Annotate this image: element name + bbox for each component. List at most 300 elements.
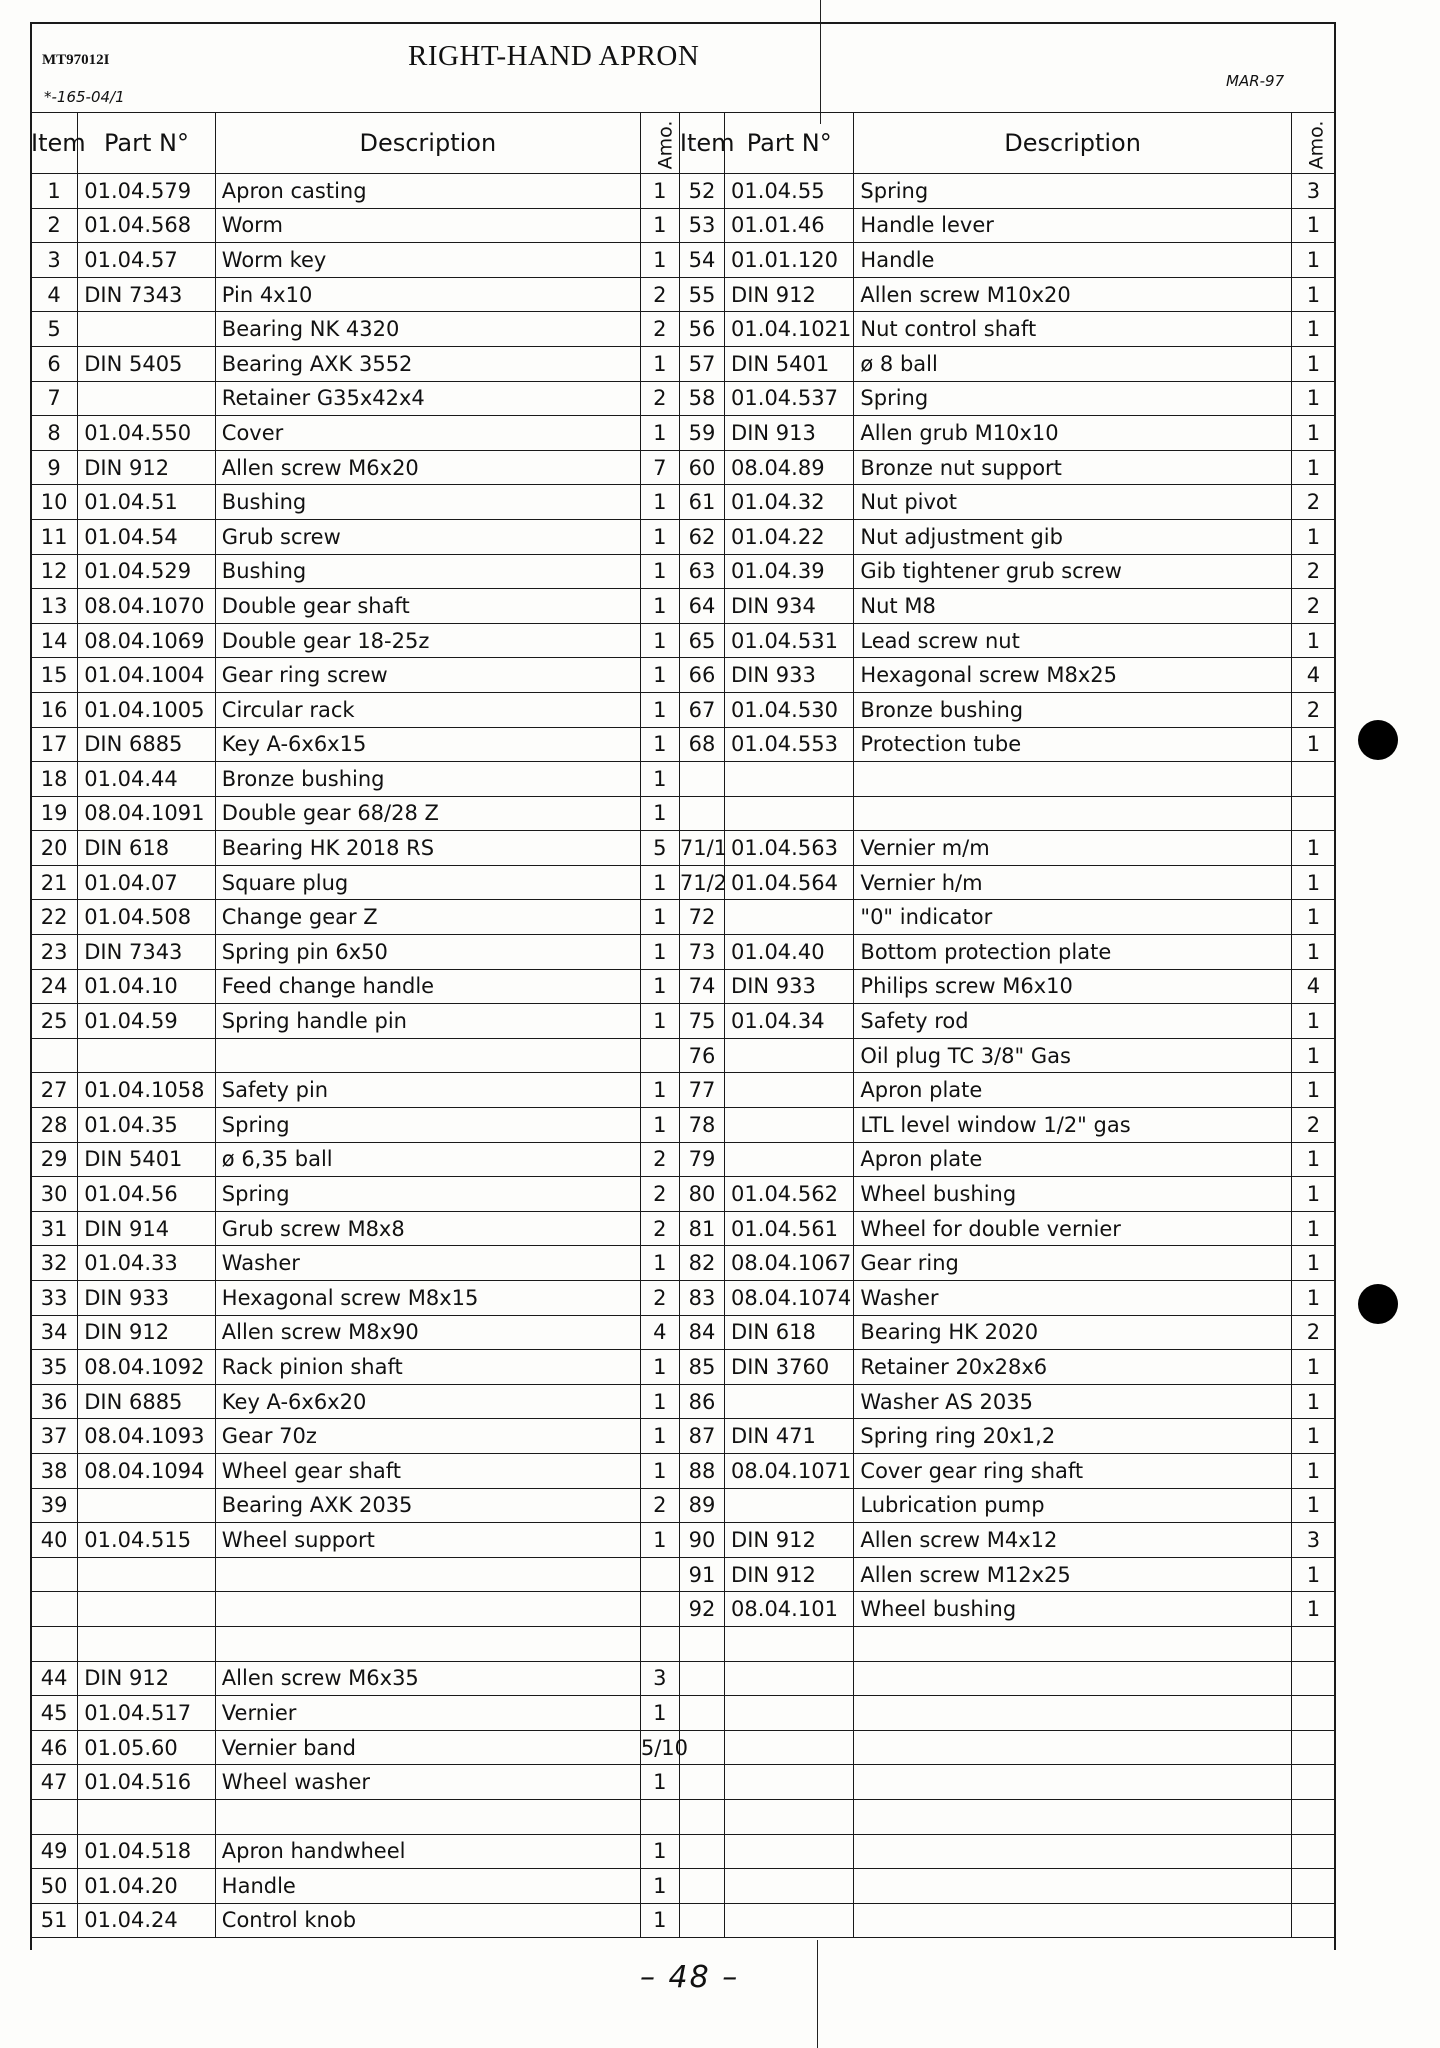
amount-cell: 1 bbox=[640, 935, 679, 970]
item-cell bbox=[31, 1038, 78, 1073]
item-cell: 85 bbox=[679, 1350, 724, 1385]
item-cell: 14 bbox=[31, 623, 78, 658]
table-row bbox=[31, 1488, 1336, 1523]
amount-cell: 1 bbox=[640, 1384, 679, 1419]
item-cell bbox=[679, 796, 724, 831]
description-cell: Allen screw M12x25 bbox=[854, 1557, 1291, 1592]
amount-cell: 1 bbox=[1291, 1350, 1335, 1385]
table-row bbox=[31, 1315, 1336, 1350]
description-cell: Gear 70z bbox=[215, 1419, 640, 1454]
part-number-cell bbox=[725, 1869, 854, 1904]
item-cell: 47 bbox=[31, 1765, 78, 1800]
amount-cell: 1 bbox=[640, 658, 679, 693]
description-cell: Retainer 20x28x6 bbox=[854, 1350, 1291, 1385]
amount-cell: 1 bbox=[640, 485, 679, 520]
description-cell: Gear ring bbox=[854, 1246, 1291, 1281]
item-cell: 78 bbox=[679, 1108, 724, 1143]
amount-cell bbox=[1291, 796, 1335, 831]
part-number-cell: 08.04.89 bbox=[725, 450, 854, 485]
part-number-cell: 01.04.530 bbox=[725, 692, 854, 727]
amount-cell: 2 bbox=[640, 277, 679, 312]
description-cell: Hexagonal screw M8x15 bbox=[215, 1281, 640, 1316]
description-cell: Bushing bbox=[215, 554, 640, 589]
description-cell: Gear ring screw bbox=[215, 658, 640, 693]
amount-cell bbox=[1291, 762, 1335, 797]
part-number-cell bbox=[725, 1384, 854, 1419]
description-cell: Spring bbox=[854, 174, 1291, 209]
table-row bbox=[31, 174, 1336, 209]
amount-cell: 7 bbox=[640, 450, 679, 485]
amount-cell: 1 bbox=[1291, 1281, 1335, 1316]
description-cell: Cover gear ring shaft bbox=[854, 1453, 1291, 1488]
amount-cell: 2 bbox=[640, 1177, 679, 1212]
column-header-part: Part N° bbox=[725, 113, 854, 174]
table-row bbox=[31, 243, 1336, 278]
table-row bbox=[31, 658, 1336, 693]
part-number-cell: DIN 618 bbox=[725, 1315, 854, 1350]
part-number-cell bbox=[78, 1592, 216, 1627]
table-row bbox=[31, 1626, 1336, 1661]
table-row bbox=[31, 865, 1336, 900]
amount-cell: 1 bbox=[640, 589, 679, 624]
amount-cell: 1 bbox=[1291, 1004, 1335, 1039]
item-cell: 64 bbox=[679, 589, 724, 624]
amount-cell: 1 bbox=[1291, 416, 1335, 451]
item-cell: 44 bbox=[31, 1661, 78, 1696]
part-number-cell: DIN 933 bbox=[725, 658, 854, 693]
amount-cell: 1 bbox=[640, 1903, 679, 1938]
amount-cell: 1 bbox=[640, 1869, 679, 1904]
description-cell: Feed change handle bbox=[215, 969, 640, 1004]
part-number-cell: DIN 618 bbox=[78, 831, 216, 866]
table-row bbox=[31, 519, 1336, 554]
item-cell bbox=[679, 1869, 724, 1904]
part-number-cell: 01.04.518 bbox=[78, 1834, 216, 1869]
description-cell bbox=[854, 1626, 1291, 1661]
amount-cell: 1 bbox=[640, 1004, 679, 1039]
table-row bbox=[31, 208, 1336, 243]
part-number-cell: 01.04.54 bbox=[78, 519, 216, 554]
description-cell bbox=[854, 1903, 1291, 1938]
amount-cell: 1 bbox=[1291, 1557, 1335, 1592]
part-number-cell: DIN 934 bbox=[725, 589, 854, 624]
part-number-cell: 08.04.1071 bbox=[725, 1453, 854, 1488]
amount-cell: 1 bbox=[1291, 519, 1335, 554]
part-number-cell: 01.05.60 bbox=[78, 1730, 216, 1765]
item-cell: 28 bbox=[31, 1108, 78, 1143]
description-cell: Bearing AXK 2035 bbox=[215, 1488, 640, 1523]
part-number-cell bbox=[725, 1834, 854, 1869]
description-cell: Rack pinion shaft bbox=[215, 1350, 640, 1385]
item-cell: 55 bbox=[679, 277, 724, 312]
item-cell: 68 bbox=[679, 727, 724, 762]
description-cell: Allen screw M4x12 bbox=[854, 1523, 1291, 1558]
description-cell: Allen screw M6x20 bbox=[215, 450, 640, 485]
item-cell bbox=[679, 1903, 724, 1938]
description-cell bbox=[854, 1765, 1291, 1800]
part-number-cell: DIN 933 bbox=[78, 1281, 216, 1316]
part-number-cell: 01.04.1004 bbox=[78, 658, 216, 693]
item-cell: 40 bbox=[31, 1523, 78, 1558]
part-number-cell: DIN 912 bbox=[78, 1661, 216, 1696]
part-number-cell: 01.04.40 bbox=[725, 935, 854, 970]
description-cell bbox=[854, 796, 1291, 831]
amount-cell: 1 bbox=[640, 243, 679, 278]
description-cell bbox=[854, 1661, 1291, 1696]
description-cell: Washer bbox=[854, 1281, 1291, 1316]
description-cell: Spring bbox=[854, 381, 1291, 416]
part-number-cell bbox=[78, 312, 216, 347]
item-cell: 75 bbox=[679, 1004, 724, 1039]
part-number-cell: 01.01.120 bbox=[725, 243, 854, 278]
part-number-cell: DIN 5405 bbox=[78, 346, 216, 381]
part-number-cell: DIN 914 bbox=[78, 1211, 216, 1246]
revision-date: MAR-97 bbox=[1226, 72, 1285, 90]
table-row bbox=[31, 1281, 1336, 1316]
description-cell bbox=[854, 762, 1291, 797]
column-header-description: Description bbox=[854, 113, 1291, 174]
item-cell: 17 bbox=[31, 727, 78, 762]
description-cell: LTL level window 1/2" gas bbox=[854, 1108, 1291, 1143]
item-cell: 29 bbox=[31, 1142, 78, 1177]
part-number-cell: 01.04.553 bbox=[725, 727, 854, 762]
description-cell: Worm bbox=[215, 208, 640, 243]
parts-table bbox=[30, 112, 1336, 1938]
parts-table-body bbox=[31, 174, 1336, 1938]
amount-cell: 2 bbox=[640, 1211, 679, 1246]
part-number-cell: 01.04.1021 bbox=[725, 312, 854, 347]
item-cell bbox=[679, 1765, 724, 1800]
part-number-cell bbox=[725, 1108, 854, 1143]
amount-cell: 1 bbox=[1291, 243, 1335, 278]
item-cell: 2 bbox=[31, 208, 78, 243]
description-cell: Allen screw M8x90 bbox=[215, 1315, 640, 1350]
part-number-cell: DIN 7343 bbox=[78, 277, 216, 312]
amount-cell: 2 bbox=[640, 1281, 679, 1316]
table-row bbox=[31, 1523, 1336, 1558]
part-number-cell bbox=[725, 1038, 854, 1073]
item-cell: 20 bbox=[31, 831, 78, 866]
description-cell: Spring pin 6x50 bbox=[215, 935, 640, 970]
item-cell: 51 bbox=[31, 1903, 78, 1938]
item-cell: 66 bbox=[679, 658, 724, 693]
part-number-cell: DIN 7343 bbox=[78, 935, 216, 970]
description-cell: Washer bbox=[215, 1246, 640, 1281]
item-cell: 30 bbox=[31, 1177, 78, 1212]
amount-cell: 4 bbox=[640, 1315, 679, 1350]
part-number-cell: DIN 6885 bbox=[78, 727, 216, 762]
part-number-cell: 01.04.22 bbox=[725, 519, 854, 554]
description-cell: Spring handle pin bbox=[215, 1004, 640, 1039]
description-cell: Nut control shaft bbox=[854, 312, 1291, 347]
amount-cell bbox=[1291, 1696, 1335, 1731]
amount-cell bbox=[1291, 1903, 1335, 1938]
item-cell: 23 bbox=[31, 935, 78, 970]
item-cell bbox=[679, 1626, 724, 1661]
amount-cell bbox=[640, 1557, 679, 1592]
description-cell: Wheel bushing bbox=[854, 1177, 1291, 1212]
amount-cell: 1 bbox=[640, 1765, 679, 1800]
description-cell: Gib tightener grub screw bbox=[854, 554, 1291, 589]
description-cell: Bearing AXK 3552 bbox=[215, 346, 640, 381]
description-cell: Apron casting bbox=[215, 174, 640, 209]
amount-cell: 3 bbox=[640, 1661, 679, 1696]
table-row bbox=[31, 346, 1336, 381]
amount-cell: 1 bbox=[1291, 865, 1335, 900]
table-row bbox=[31, 1177, 1336, 1212]
amount-cell: 1 bbox=[640, 762, 679, 797]
table-row bbox=[31, 1592, 1336, 1627]
amount-cell: 1 bbox=[640, 208, 679, 243]
item-cell: 12 bbox=[31, 554, 78, 589]
part-number-cell bbox=[78, 381, 216, 416]
table-row bbox=[31, 935, 1336, 970]
description-cell: Nut adjustment gib bbox=[854, 519, 1291, 554]
item-cell: 88 bbox=[679, 1453, 724, 1488]
item-cell: 34 bbox=[31, 1315, 78, 1350]
part-number-cell: 08.04.1069 bbox=[78, 623, 216, 658]
item-cell bbox=[679, 1696, 724, 1731]
description-cell bbox=[215, 1799, 640, 1834]
amount-cell bbox=[1291, 1626, 1335, 1661]
description-cell: Bearing HK 2020 bbox=[854, 1315, 1291, 1350]
amount-cell: 1 bbox=[640, 1696, 679, 1731]
amount-cell: 1 bbox=[640, 1350, 679, 1385]
part-number-cell bbox=[725, 1765, 854, 1800]
item-cell: 7 bbox=[31, 381, 78, 416]
item-cell: 36 bbox=[31, 1384, 78, 1419]
amount-cell: 2 bbox=[640, 381, 679, 416]
amount-cell: 1 bbox=[640, 796, 679, 831]
description-cell: Spring bbox=[215, 1177, 640, 1212]
part-number-cell bbox=[725, 1730, 854, 1765]
table-row bbox=[31, 450, 1336, 485]
part-number-cell bbox=[725, 1142, 854, 1177]
part-number-cell: 01.04.32 bbox=[725, 485, 854, 520]
description-cell: Double gear 18-25z bbox=[215, 623, 640, 658]
part-number-cell: 01.04.579 bbox=[78, 174, 216, 209]
amount-cell: 1 bbox=[1291, 346, 1335, 381]
table-row bbox=[31, 727, 1336, 762]
amount-cell: 1 bbox=[1291, 1384, 1335, 1419]
description-cell: Washer AS 2035 bbox=[854, 1384, 1291, 1419]
item-cell: 71/2 bbox=[679, 865, 724, 900]
item-cell: 71/1 bbox=[679, 831, 724, 866]
table-row bbox=[31, 796, 1336, 831]
part-number-cell bbox=[78, 1799, 216, 1834]
description-cell: Pin 4x10 bbox=[215, 277, 640, 312]
amount-cell: 2 bbox=[1291, 485, 1335, 520]
amount-cell: 5/10 bbox=[640, 1730, 679, 1765]
amount-cell: 2 bbox=[640, 1488, 679, 1523]
amount-cell: 1 bbox=[640, 1419, 679, 1454]
column-header-part: Part N° bbox=[78, 113, 216, 174]
description-cell bbox=[215, 1038, 640, 1073]
part-number-cell: 01.04.57 bbox=[78, 243, 216, 278]
amount-cell: 1 bbox=[640, 174, 679, 209]
amount-cell: 1 bbox=[640, 1108, 679, 1143]
amount-cell: 2 bbox=[1291, 692, 1335, 727]
amount-cell: 2 bbox=[1291, 589, 1335, 624]
part-number-cell: 01.04.1005 bbox=[78, 692, 216, 727]
description-cell: Spring ring 20x1,2 bbox=[854, 1419, 1291, 1454]
item-cell: 18 bbox=[31, 762, 78, 797]
description-cell: Circular rack bbox=[215, 692, 640, 727]
description-cell: Wheel washer bbox=[215, 1765, 640, 1800]
description-cell: Grub screw bbox=[215, 519, 640, 554]
amount-cell: 1 bbox=[1291, 1211, 1335, 1246]
item-cell: 38 bbox=[31, 1453, 78, 1488]
amount-cell bbox=[640, 1626, 679, 1661]
table-row bbox=[31, 1142, 1336, 1177]
description-cell: Bottom protection plate bbox=[854, 935, 1291, 970]
amount-cell: 1 bbox=[1291, 450, 1335, 485]
table-row bbox=[31, 381, 1336, 416]
description-cell: Oil plug TC 3/8" Gas bbox=[854, 1038, 1291, 1073]
description-cell: Bushing bbox=[215, 485, 640, 520]
part-number-cell: DIN 3760 bbox=[725, 1350, 854, 1385]
description-cell: Bearing NK 4320 bbox=[215, 312, 640, 347]
table-row bbox=[31, 1384, 1336, 1419]
table-row bbox=[31, 1834, 1336, 1869]
item-cell: 22 bbox=[31, 900, 78, 935]
description-cell: Hexagonal screw M8x25 bbox=[854, 658, 1291, 693]
description-cell: Nut pivot bbox=[854, 485, 1291, 520]
item-cell: 52 bbox=[679, 174, 724, 209]
part-number-cell: DIN 5401 bbox=[78, 1142, 216, 1177]
amount-cell: 1 bbox=[640, 969, 679, 1004]
item-cell: 54 bbox=[679, 243, 724, 278]
description-cell: Handle bbox=[215, 1869, 640, 1904]
description-cell: Control knob bbox=[215, 1903, 640, 1938]
table-row bbox=[31, 1869, 1336, 1904]
description-cell: Vernier m/m bbox=[854, 831, 1291, 866]
table-row bbox=[31, 762, 1336, 797]
item-cell bbox=[31, 1799, 78, 1834]
table-row bbox=[31, 416, 1336, 451]
description-cell: Worm key bbox=[215, 243, 640, 278]
table-row bbox=[31, 1073, 1336, 1108]
item-cell: 19 bbox=[31, 796, 78, 831]
description-cell: Spring bbox=[215, 1108, 640, 1143]
item-cell: 49 bbox=[31, 1834, 78, 1869]
item-cell: 81 bbox=[679, 1211, 724, 1246]
amount-cell: 1 bbox=[1291, 623, 1335, 658]
amount-cell: 1 bbox=[640, 623, 679, 658]
item-cell: 5 bbox=[31, 312, 78, 347]
description-cell: Bearing HK 2018 RS bbox=[215, 831, 640, 866]
item-cell: 27 bbox=[31, 1073, 78, 1108]
item-cell: 15 bbox=[31, 658, 78, 693]
table-row bbox=[31, 1246, 1336, 1281]
part-number-cell: 01.04.564 bbox=[725, 865, 854, 900]
amount-cell: 1 bbox=[1291, 208, 1335, 243]
item-cell: 83 bbox=[679, 1281, 724, 1316]
description-cell: "0" indicator bbox=[854, 900, 1291, 935]
part-number-cell bbox=[725, 1661, 854, 1696]
table-row bbox=[31, 1004, 1336, 1039]
column-header-item: Item bbox=[679, 113, 724, 174]
item-cell: 50 bbox=[31, 1869, 78, 1904]
table-row bbox=[31, 312, 1336, 347]
amount-cell: 1 bbox=[1291, 312, 1335, 347]
amount-cell: 3 bbox=[1291, 174, 1335, 209]
description-cell: ø 6,35 ball bbox=[215, 1142, 640, 1177]
description-cell bbox=[854, 1834, 1291, 1869]
document-reference: MT97012I bbox=[42, 52, 110, 68]
part-number-cell: 01.04.550 bbox=[78, 416, 216, 451]
item-cell: 58 bbox=[679, 381, 724, 416]
description-cell: Vernier band bbox=[215, 1730, 640, 1765]
part-number-cell: DIN 912 bbox=[725, 1557, 854, 1592]
amount-cell: 1 bbox=[640, 692, 679, 727]
part-number-cell: 01.04.34 bbox=[725, 1004, 854, 1039]
item-cell: 25 bbox=[31, 1004, 78, 1039]
amount-cell bbox=[1291, 1765, 1335, 1800]
table-row bbox=[31, 1350, 1336, 1385]
item-cell: 37 bbox=[31, 1419, 78, 1454]
amount-cell: 3 bbox=[1291, 1523, 1335, 1558]
item-cell bbox=[31, 1626, 78, 1661]
description-cell: Key A-6x6x20 bbox=[215, 1384, 640, 1419]
part-number-cell: 01.04.59 bbox=[78, 1004, 216, 1039]
amount-cell: 1 bbox=[640, 1834, 679, 1869]
description-cell: Allen screw M6x35 bbox=[215, 1661, 640, 1696]
item-cell: 33 bbox=[31, 1281, 78, 1316]
amount-cell: 1 bbox=[640, 900, 679, 935]
item-cell: 80 bbox=[679, 1177, 724, 1212]
amount-cell: 1 bbox=[1291, 1592, 1335, 1627]
amount-cell: 4 bbox=[1291, 969, 1335, 1004]
description-cell: Cover bbox=[215, 416, 640, 451]
amount-cell: 1 bbox=[1291, 1488, 1335, 1523]
amount-cell: 1 bbox=[640, 1523, 679, 1558]
amount-cell: 1 bbox=[640, 519, 679, 554]
description-cell: Nut M8 bbox=[854, 589, 1291, 624]
part-number-cell: DIN 5401 bbox=[725, 346, 854, 381]
table-row bbox=[31, 589, 1336, 624]
description-cell: ø 8 ball bbox=[854, 346, 1291, 381]
description-cell bbox=[854, 1730, 1291, 1765]
description-cell: Vernier bbox=[215, 1696, 640, 1731]
item-cell: 24 bbox=[31, 969, 78, 1004]
part-number-cell: 01.04.51 bbox=[78, 485, 216, 520]
amount-cell: 1 bbox=[640, 1453, 679, 1488]
description-cell bbox=[854, 1696, 1291, 1731]
part-number-cell: 08.04.101 bbox=[725, 1592, 854, 1627]
part-number-cell: 01.04.1058 bbox=[78, 1073, 216, 1108]
item-cell bbox=[679, 1834, 724, 1869]
part-number-cell bbox=[725, 1696, 854, 1731]
part-number-cell: 08.04.1091 bbox=[78, 796, 216, 831]
part-number-cell: 01.04.515 bbox=[78, 1523, 216, 1558]
amount-cell: 1 bbox=[640, 865, 679, 900]
part-number-cell: 01.04.537 bbox=[725, 381, 854, 416]
amount-cell: 1 bbox=[640, 1246, 679, 1281]
part-number-cell: 08.04.1074 bbox=[725, 1281, 854, 1316]
part-number-cell: DIN 912 bbox=[78, 1315, 216, 1350]
table-row bbox=[31, 1696, 1336, 1731]
amount-cell bbox=[1291, 1661, 1335, 1696]
description-cell: Wheel bushing bbox=[854, 1592, 1291, 1627]
amount-cell bbox=[1291, 1834, 1335, 1869]
amount-cell: 1 bbox=[1291, 935, 1335, 970]
part-number-cell: 01.04.35 bbox=[78, 1108, 216, 1143]
part-number-cell bbox=[78, 1038, 216, 1073]
part-number-cell bbox=[725, 1799, 854, 1834]
part-number-cell bbox=[725, 762, 854, 797]
part-number-cell: DIN 912 bbox=[725, 1523, 854, 1558]
